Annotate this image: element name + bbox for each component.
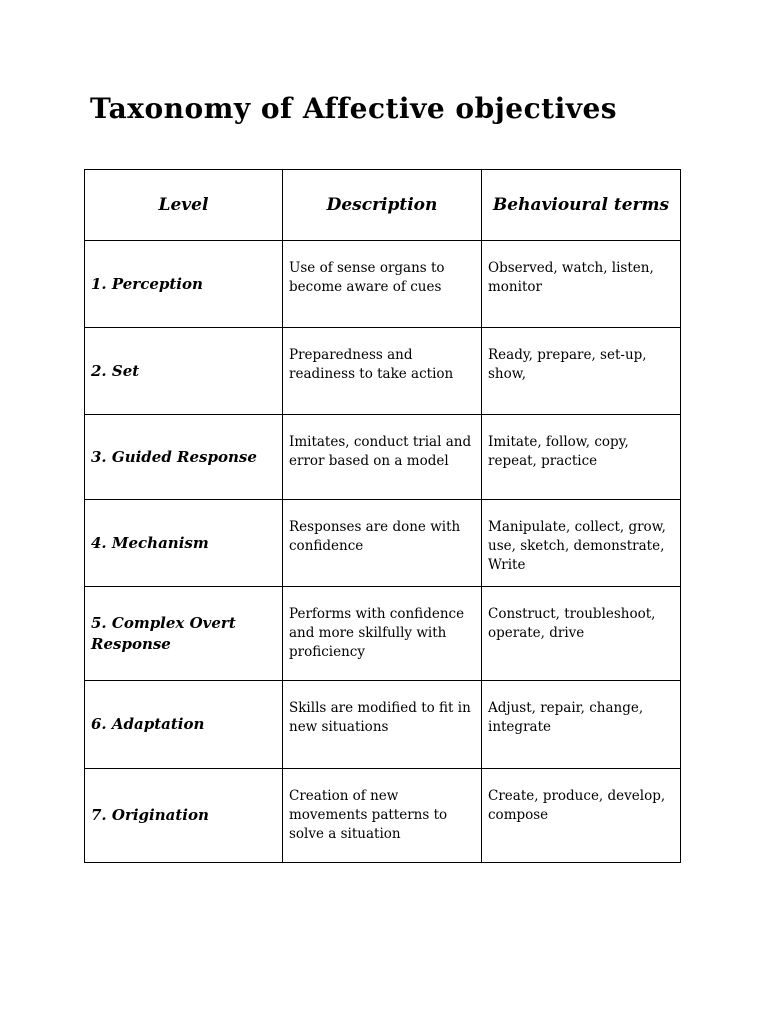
level-cell: 6. Adaptation — [85, 681, 283, 769]
header-level: Level — [85, 170, 283, 241]
description-cell: Skills are modified to fit in new situations — [283, 681, 482, 769]
terms-cell: Adjust, repair, change, integrate — [482, 681, 681, 769]
table-row — [85, 587, 681, 681]
level-cell: 5. Complex Overt Response — [85, 587, 283, 681]
description-cell: Use of sense organs to become aware of cues — [283, 241, 482, 328]
description-cell: Responses are done with confidence — [283, 500, 482, 587]
level-cell: 2. Set — [85, 328, 283, 415]
terms-cell: Create, produce, develop, compose — [482, 769, 681, 863]
description-cell: Creation of new movements patterns to solve a situation — [283, 769, 482, 863]
table-row — [85, 769, 681, 863]
table-row — [85, 241, 681, 328]
terms-cell: Imitate, follow, copy, repeat, practice — [482, 415, 681, 500]
table-row — [85, 415, 681, 500]
terms-cell: Observed, watch, listen, monitor — [482, 241, 681, 328]
level-cell: 3. Guided Response — [85, 415, 283, 500]
level-cell: 7. Origination — [85, 769, 283, 863]
table-row — [85, 328, 681, 415]
terms-cell: Construct, troubleshoot, operate, drive — [482, 587, 681, 681]
description-cell: Performs with confidence and more skilfully with proficiency — [283, 587, 482, 681]
table-row — [85, 500, 681, 587]
table-header-row — [85, 170, 681, 241]
level-cell: 4. Mechanism — [85, 500, 283, 587]
page-title: Taxonomy of Affective objectives — [90, 92, 618, 125]
taxonomy-table — [84, 169, 681, 863]
description-cell: Imitates, conduct trial and error based on a model — [283, 415, 482, 500]
level-cell: 1. Perception — [85, 241, 283, 328]
header-behavioural-terms: Behavioural terms — [482, 170, 681, 241]
description-cell: Preparedness and readiness to take action — [283, 328, 482, 415]
terms-cell: Ready, prepare, set-up, show, — [482, 328, 681, 415]
table-row — [85, 681, 681, 769]
terms-cell: Manipulate, collect, grow, use, sketch, demonstrate, Write — [482, 500, 681, 587]
header-description: Description — [283, 170, 482, 241]
